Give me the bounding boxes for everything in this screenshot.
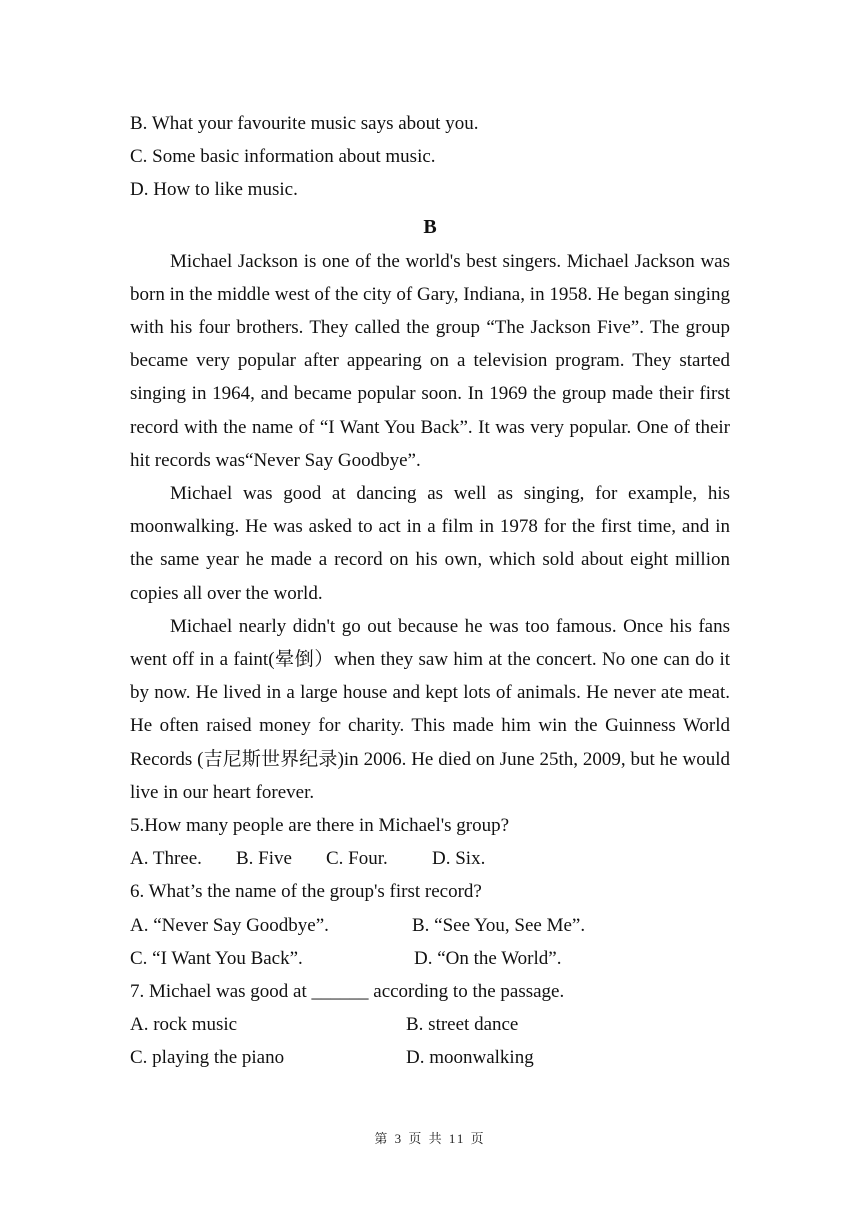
- question-5-option-d: D. Six.: [432, 848, 486, 870]
- section-heading: B: [423, 215, 437, 238]
- question-6-options-row-1: [130, 909, 730, 942]
- passage-paragraph-1: Michael Jackson is one of the world's best singers. Michael Jackson was born in the middle west of the city of Gary, Indiana, in 1958. He began singing with his four brothers. They called the group “The Jackson Five”. The group became very popular after appearing on a television program. They started singing in 1964, and became popular soon. In 1969 the group made their first record with the name of “I Want You Back”. It was very popular. One of their hit records was“Never Say Goodbye”.: [130, 250, 730, 471]
- question-7-option-c: C. playing the piano: [130, 1047, 285, 1069]
- passage-paragraph-3: Michael nearly didn't go out because he was too famous. Once his fans went off in a faint(晕倒）when they saw him at the concert. No one can do it by now. He lived in a large house and kept lots of animals. He never ate meat. He often raised money for charity. This made him win the Guinness World Records (吉尼斯世界纪录)in 2006. He died on June 25th, 2009, but he would live in our heart forever.: [130, 615, 730, 803]
- question-5-option-a: A. Three.: [130, 848, 202, 870]
- question-7-options-row-2: [130, 1041, 730, 1074]
- answer-option-d: D. How to like music.: [130, 179, 298, 201]
- answer-option-c: C. Some basic information about music.: [130, 146, 436, 168]
- question-6-option-d: D. “On the World”.: [414, 947, 562, 969]
- question-5-options: [130, 842, 730, 875]
- question-6-option-a: A. “Never Say Goodbye”.: [130, 914, 329, 936]
- question-7-options-row-1: [130, 1008, 730, 1041]
- page-footer: 第 3 页 共 11 页: [374, 1131, 486, 1146]
- question-5-option-c: C. Four.: [326, 848, 388, 870]
- document-page: [130, 107, 730, 1075]
- question-7-stem: 7. Michael was good at ______ according to the passage.: [130, 981, 565, 1003]
- answer-option-b: B. What your favourite music says about you.: [130, 113, 479, 134]
- question-6-option-c: C. “I Want You Back”.: [130, 947, 303, 969]
- question-7-option-a: A. rock music: [130, 1014, 238, 1036]
- question-7-option-d: D. moonwalking: [406, 1047, 534, 1069]
- question-5-option-b: B. Five: [236, 848, 292, 870]
- question-6-options-row-2: [130, 942, 730, 975]
- question-5-stem: 5.How many people are there in Michael's group?: [130, 815, 510, 837]
- question-7-option-b: B. street dance: [406, 1014, 519, 1036]
- question-6-option-b: B. “See You, See Me”.: [412, 914, 586, 936]
- question-6-stem: 6. What’s the name of the group's first record?: [130, 881, 482, 903]
- passage-paragraph-2: Michael was good at dancing as well as singing, for example, his moonwalking. He was asked to act in a film in 1978 for the first time, and in the same year he made a record on his own, which sold about eight million copies all over the world.: [130, 483, 730, 604]
